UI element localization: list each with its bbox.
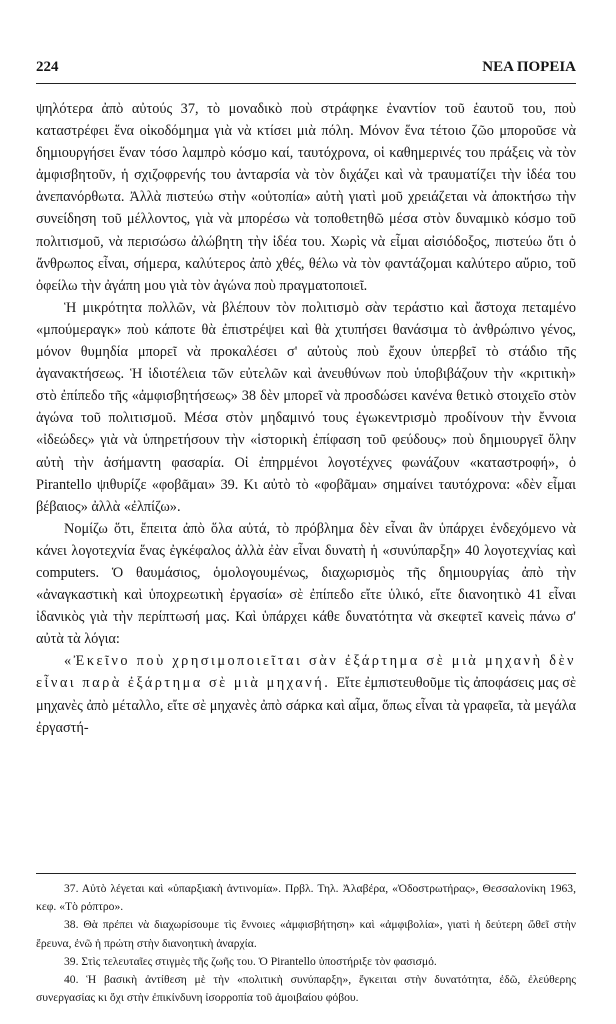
- quote-text: Εἴτε ἐμπιστευθοῦμε τὶς ἀποφάσεις μας σὲ μηχανὲς ἀπὸ μέταλλο, εἴτε σὲ μηχανὲς ἀπὸ σάρκα καὶ αἷμα, ὅπως εἶναι τὰ γραφεῖα, τὰ μεγάλα ἐργαστή-: [36, 675, 576, 736]
- header-rule: [36, 83, 576, 84]
- footnote-38: 38. Θὰ πρέπει νὰ διαχωρίσουμε τὶς ἔννοιες «ἀμφισβήτηση» καὶ «ἀμφιβολία», γιατὶ ἡ δεύτερη ὤθεῖ στὴν ἔρευνα, ἐνῶ ἡ πρώτη στὴν διανοητικὴ ἀναρχία.: [36, 918, 576, 950]
- page-number: 224: [36, 59, 59, 75]
- paragraph: ψηλότερα ἀπὸ αὐτούς 37, τὸ μοναδικὸ ποὺ στράφηκε ἐναντίον τοῦ ἑαυτοῦ του, ποὺ καταστρέφει ἕνα οἰκοδόμημα γιὰ νὰ κτίσει μιὰ πόλη. Μόνον ἕνα τέτοιο ζῶο μποροῦσε νὰ δημιουργήσει ἕναν τόσο λαμπρὸ κόσμο καί, ταυτόχρονα, οἱ καθημερινές του πράξεις νὰ τὸν ἀμφισβητοῦν, ἡ σχιζοφρενής του ἀνταρσία νὰ τὸν διχάζει καὶ νὰ τραυματίζει τὴν ἰδέα του ἀνεπανόρθωτα. Ἀλλὰ πιστεύω στὴν «οὐτοπία» αὐτὴ γιατὶ μοῦ χρειάζεται νὰ ἀποκτήσω τὴν συνείδηση τοῦ μέλλοντος, γιὰ νὰ μπορέσω νὰ τοποθετηθῶ μέσα στὸν δυναμικὸ κόσμο τοῦ πολιτισμοῦ, νὰ περισώσω ἀλώβητη τὴν ἰδέα του. Χωρὶς νὰ εἶμαι αἰσιόδοξος, πιστεύω ὅτι ὁ ἄνθρωπος εἶναι, σήμερα, καλύτερος ἀπὸ χθές, θέλω νὰ τὸν φαντάζομαι καλύτερο αὔριο, τοῦ ὀφείλω τὴν ἀγάπη μου γιὰ τὸν ἀγώνα ποὺ πραγματοποιεῖ.: [36, 101, 576, 294]
- running-title: ΝΕΑ ΠΟΡΕΙΑ: [482, 59, 576, 75]
- footnote-37: 37. Αὐτὸ λέγεται καὶ «ὑπαρξιακὴ ἀντινομία». Πρβλ. Τηλ. Ἀλαβέρα, «Ὀδοστρωτήρας», Θεσσαλονίκη 1963, κεφ. «Τὸ ρόπτρο».: [36, 882, 576, 914]
- block-quote: [36, 650, 576, 738]
- paragraph: Ἡ μικρότητα πολλῶν, νὰ βλέπουν τὸν πολιτισμὸ σὰν τεράστιο καὶ ἄστοχα πεταμένο «μπούμεραγκ» ποὺ κάποτε θὰ ἐπιστρέψει καὶ θὰ χτυπήσει θανάσιμα τὸ ἀνθρώπινο γένος, μόνον θυμηδία μπορεῖ νὰ προκαλέσει σ' αὐτοὺς ποὺ ἔχουν ὑπερβεῖ τὸ στάδιο τῆς ἀγανακτήσεως. Ἡ ἰδιοτέλεια τῶν εὐτελῶν καὶ ἀνευθύνων ποὺ ὑποβιβάζουν τὴν «κριτικὴ» στὸ ἐπίπεδο τῆς «ἀμφισβητήσεως» 38 δὲν μπορεῖ νὰ προσδώσει κανένα θετικὸ στοιχεῖο στὸν ἀγώνα τοῦ πολιτισμοῦ. Μέσα στὸν μηδαμινό τους ἐγωκεντρισμὸ προδίνουν τὴν ἔννοια «ἰδεώδες» γιὰ νὰ ὑπηρετήσουν τὴν «ἱστορικὴ ἐπίφαση τοῦ φεύδους» ποὺ δημιουργεῖ ὅλην αὐτὴ τὴν ἀσήμαντη φασαρία. Οἱ ἐπηρμένοι λογοτέχνες φωνάζουν «καταστροφή», ὁ Pirantello ψιθυρίζε «φοβᾶμαι» 39. Κι αὐτὸ τὸ «φοβᾶμαι» σημαίνει ταυτόχρονα: «δὲν εἶμαι βέβαιος» ἀλλὰ «ἐλπίζω».: [36, 299, 576, 515]
- body-text: [36, 98, 576, 739]
- footnotes: [36, 880, 576, 1007]
- page-header: [36, 56, 576, 76]
- quote-spaced-text: «Ἐκεῖνο ποὺ χρησιμοποιεῖται σὰν ἐξάρτημα σὲ μιὰ μηχανὴ δὲν εἶναι παρὰ ἐξάρτημα σὲ μιὰ μηχανή.: [36, 653, 576, 692]
- footnote-39: 39. Στὶς τελευταῖες στιγμὲς τῆς ζωῆς του. Ὁ Pirantello ὑποστήριξε τὸν φασισμό.: [64, 954, 437, 968]
- paragraph: Νομίζω ὅτι, ἔπειτα ἀπὸ ὅλα αὐτά, τὸ πρόβλημα δὲν εἶναι ἂν ὑπάρχει ἐνδεχόμενο νὰ κάνει λογοτεχνία ἕνας ἐγκέφαλος ἀλλὰ ἐὰν εἶναι δυνατὴ ἡ «συνύπαρξη» 40 λογοτεχνίας καὶ computers. Ὁ θαυμάσιος, ὁμολογουμένως, διαχωρισμὸς τῆς δημιουργίας ἀπὸ τὴν «ἀναγκαστικὴ καὶ ὑποχρεωτικὴ ἐργασία» σὲ ἐπίπεδο εἴτε ὑλικό, εἴτε διανοητικὸ 41 εἶναι ἰδανικὸς γιὰ τὴν περίπτωσή μας. Καὶ ὑπάρχει κάθε δυνατότητα νὰ σκεφτεῖ κανεὶς πάνω σ' αὐτὰ τὰ λόγια:: [36, 520, 576, 648]
- footnote-rule: [36, 873, 576, 874]
- footnote-40: 40. Ἡ βασικὴ ἀντίθεση μὲ τὴν «πολιτικὴ συνύπαρξη», ἔγκειται στὴν δυνατότητα, ἐδῶ, ἐλεύθερης συνεργασίας κι ὄχι στὴν ἐπικίνδυνη ἰσορροπία τοῦ ἀμοιβαίου φόβου.: [36, 973, 576, 1005]
